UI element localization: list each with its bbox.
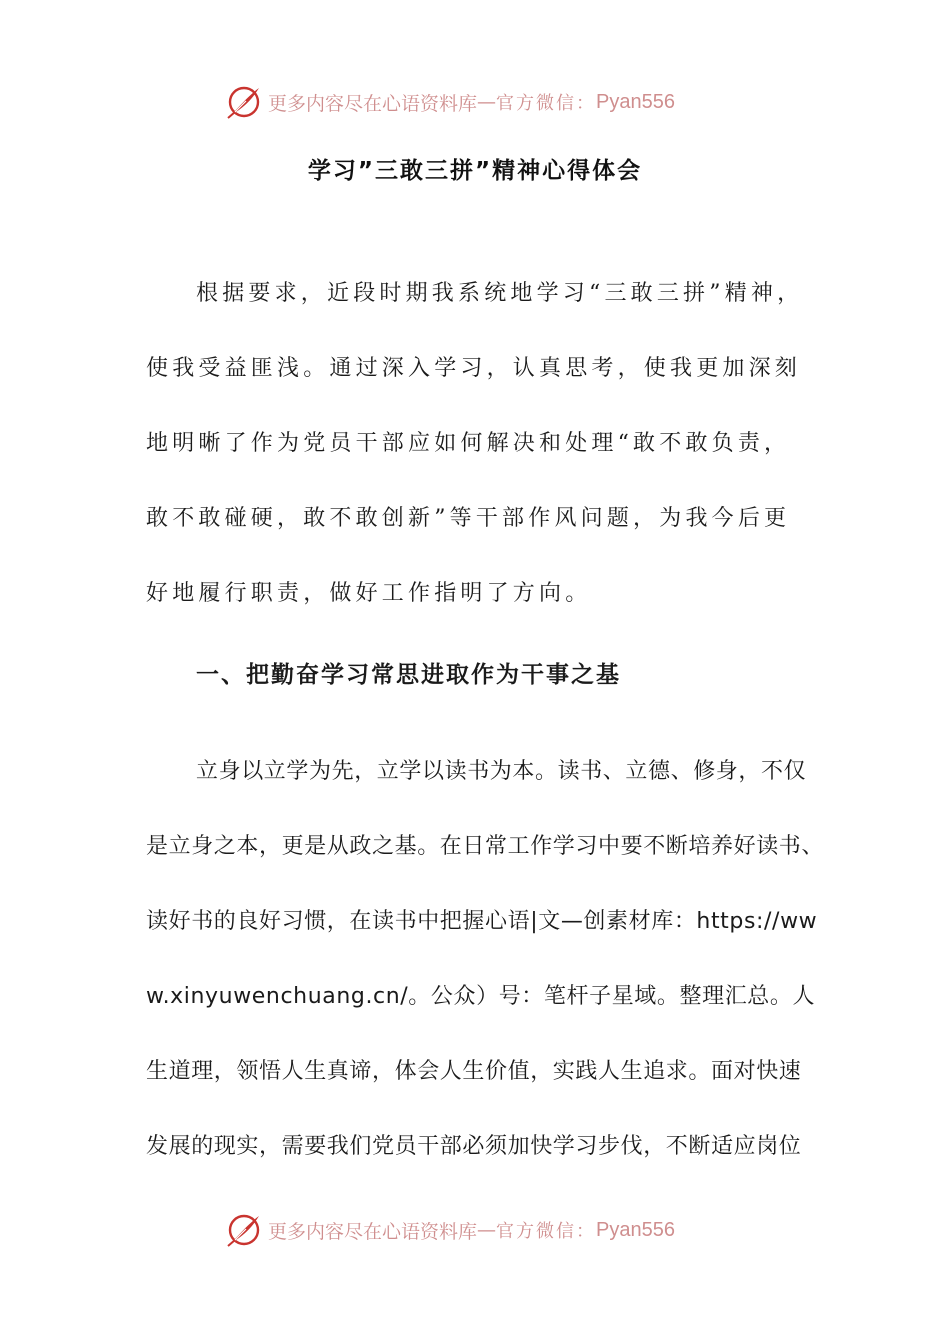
intro-line: 敢不敢碰硬，敢不敢创新”等干部作风问题，为我今后更 [146, 506, 791, 531]
body-line: 生道理，领悟人生真谛，体会人生价值，实践人生追求。面对快速 [146, 1059, 802, 1084]
body-line: 立身以立学为先，立学以读书为本。读书、立德、修身，不仅 [196, 759, 807, 784]
watermark-wechat-id: Pyan556 [596, 90, 675, 113]
quill-logo-icon [226, 84, 262, 120]
intro-line: 好地履行职责，做好工作指明了方向。 [146, 581, 592, 606]
intro-line: 地明晰了作为党员干部应如何解决和处理“敢不敢负责， [146, 431, 791, 456]
body-line: 读好书的良好习惯，在读书中把握心语|文—创素材库：https://ww [146, 909, 818, 934]
watermark-site-text: 更多内容尽在心语资料库 [268, 1220, 478, 1243]
header-watermark [226, 84, 675, 120]
watermark-separator: — [477, 1219, 497, 1241]
body-line: 是立身之本，更是从政之基。在日常工作学习中要不断培养好读书、 [146, 834, 825, 859]
watermark-wechat-id: Pyan556 [596, 1218, 675, 1241]
watermark-wechat-label: 官方微信： [496, 1221, 597, 1242]
footer-watermark [226, 1212, 675, 1248]
body-line: w.xinyuwenchuang.cn/。公众）号：笔杆子星域。整理汇总。人 [146, 984, 816, 1009]
section-heading: 一、把勤奋学习常思进取作为干事之基 [196, 662, 621, 688]
body-line: 发展的现实，需要我们党员干部必须加快学习步伐，不断适应岗位 [146, 1134, 802, 1159]
quill-logo-icon [226, 1212, 262, 1248]
watermark-separator: — [477, 91, 497, 113]
intro-line: 使我受益匪浅。通过深入学习，认真思考，使我更加深刻 [146, 356, 802, 381]
document-title: 学习”三敢三拼”精神心得体会 [307, 158, 643, 184]
watermark-wechat-label: 官方微信： [496, 93, 597, 114]
watermark-site-text: 更多内容尽在心语资料库 [268, 92, 478, 115]
intro-line: 根据要求，近段时期我系统地学习“三敢三拼”精神， [196, 281, 804, 306]
